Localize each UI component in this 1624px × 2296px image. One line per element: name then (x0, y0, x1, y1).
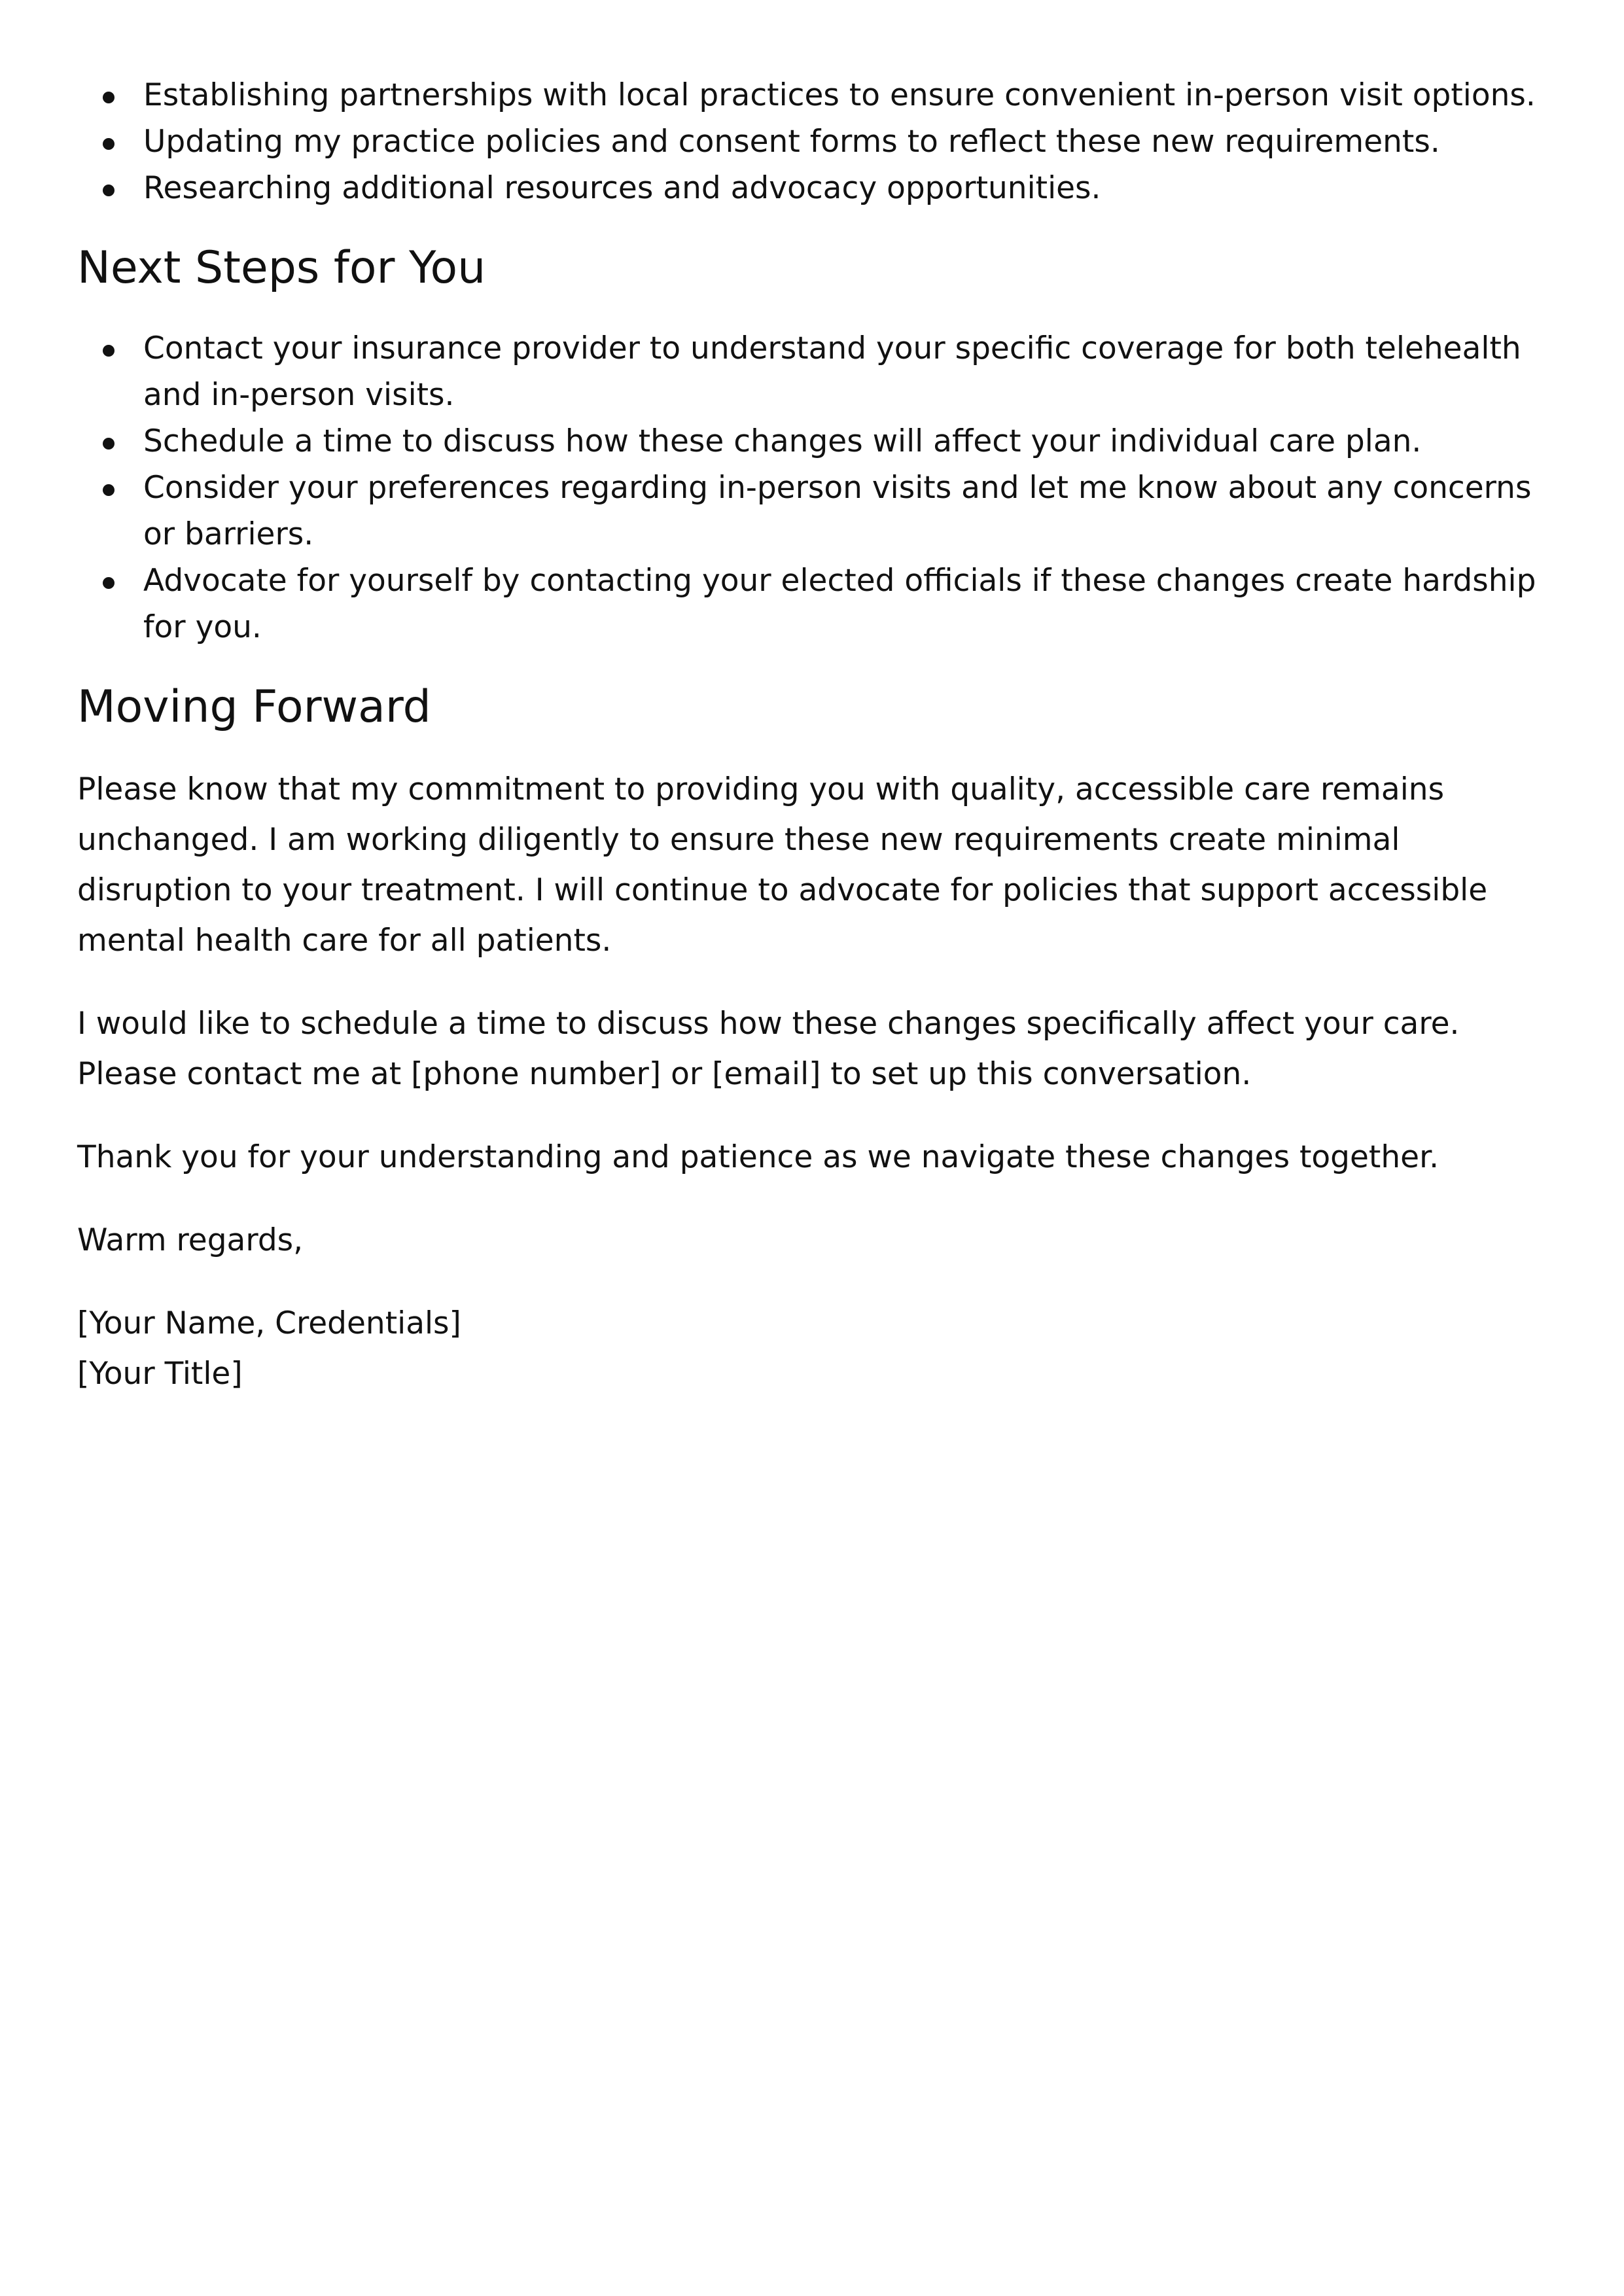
list-item (77, 118, 1543, 165)
list-item (77, 72, 1543, 118)
bullet-icon (103, 577, 115, 589)
bullet-icon (103, 345, 115, 357)
list-item (77, 418, 1543, 465)
body-paragraph-thanks: Thank you for your understanding and patience as we navigate these changes together. (77, 1139, 1439, 1175)
closing-salutation: Warm regards, (77, 1222, 304, 1258)
bullet-icon (103, 92, 115, 103)
letter-page (77, 72, 1543, 1399)
list-item-text: Contact your insurance provider to understand your specific coverage for both telehealth and in-person visits. (143, 330, 1521, 413)
list-item-text: Consider your preferences regarding in-person visits and let me know about any concerns or barriers. (143, 470, 1532, 552)
list-item-text: Schedule a time to discuss how these changes will affect your individual care plan. (143, 423, 1422, 459)
next-steps-list (77, 325, 1543, 650)
list-item-text: Updating my practice policies and consent forms to reflect these new requirements. (143, 124, 1440, 160)
list-item (77, 165, 1543, 211)
list-item-text: Advocate for yourself by contacting your elected officials if these changes create hardship for you. (143, 563, 1536, 645)
signature-name: [Your Name, Credentials] (77, 1305, 461, 1341)
list-item-text: Establishing partnerships with local practices to ensure convenient in-person visit options. (143, 77, 1536, 113)
bullet-icon (103, 138, 115, 150)
list-item (77, 557, 1543, 650)
body-paragraph-commitment: Please know that my commitment to providing you with quality, accessible care remains unchanged. I am working diligently to ensure these new requirements create minimal disruption to your treatment. I will continue to advocate for policies that support accessible mental health care for all patients. (77, 771, 1488, 959)
signature-block (77, 1298, 1543, 1399)
list-item-text: Researching additional resources and advocacy opportunities. (143, 170, 1101, 206)
list-item (77, 325, 1543, 418)
signature-title: [Your Title] (77, 1356, 243, 1392)
list-item (77, 465, 1543, 557)
bullet-icon (103, 438, 115, 450)
intro-bullet-list (77, 72, 1543, 211)
bullet-icon (103, 484, 115, 496)
body-paragraph-schedule: I would like to schedule a time to discuss how these changes specifically affect your care. Please contact me at [phone number] or [email] to set up this conversation. (77, 1006, 1460, 1092)
next-steps-heading: Next Steps for You (77, 242, 486, 294)
bullet-icon (103, 185, 115, 196)
moving-forward-heading: Moving Forward (77, 681, 431, 733)
